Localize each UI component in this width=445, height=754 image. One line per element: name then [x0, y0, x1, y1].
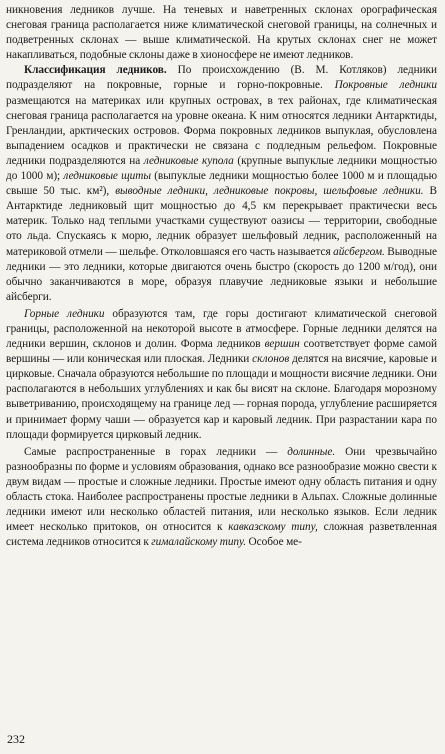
text-run: Они чрезвычайно разнообразны по форме и условиям образования, однако все разнообразие можно свести к двум видам — простые и сложные ледники. Простые имеют одну область питания и одну область стока. Наиболее распространены простые ледники в Альпах. Сложные долинные ледники имеют или несколько областей питания, или несколько языков. Если ледник имеет несколько притоков, он относится к [6, 445, 437, 534]
page-number: 232 [7, 732, 25, 746]
text-run: Выводные ледники — это ледники, которые двигаются очень быстро (скорость до 1200 м/год), они обычно заканчиваются в море, образуя плавучие ледниковые языки и небольшие айсберги. [6, 245, 437, 303]
text-run: сложная разветвленная система ледников относится к [6, 521, 437, 549]
paragraph-3 [6, 307, 437, 443]
paragraph-1 [6, 3, 437, 63]
text-run: (крупные выпуклые ледники мощностью до 1000 м); [6, 154, 437, 183]
italic-run: Горные ледники [24, 307, 105, 320]
italic-run: кавказскому типу, [228, 521, 318, 534]
text-run: образуются там, где горы достигают климатической снеговой границы, расположенной на некоторой высоте в атмосфере. Горные ледники делятся на ледники вершин, склонов и долин. Форма ледников [6, 307, 437, 351]
italic-run: айсбергом. [333, 245, 385, 258]
paragraph-2 [6, 63, 437, 305]
italic-run: Покровные ледники [334, 79, 437, 92]
text-run: Особое ме- [246, 536, 302, 549]
text-run: В Антарктиде ледниковый щит мощностью до 4,5 км перекрывает практически весь материк. Только над теплыми участками существуют оазисы — территории, свободные ото льда. Спускаясь к морю, ледник образует шельфовый ледник, расположенный на материковой отмели — шельфе. Отколовшаяся его часть называется [6, 185, 437, 258]
text-run: По происхождению (В. М. Котляков) ледники подразделяют на покровные, горные и горно-покровные. [6, 64, 437, 92]
text-run: размещаются на материках или крупных островах, в тех районах, где климатическая снеговая граница располагается на уровне океана. К ним относятся ледники Антарктиды, Гренландии, арктических островов. Форма покровных ледников выпуклая, обусловлена выпадением осадков и практически не связана с подледным рельефом. Покровные ледники подразделяются на [6, 94, 437, 167]
page-body [6, 3, 437, 550]
italic-run: склонов [252, 353, 290, 366]
italic-run: вершин [264, 338, 300, 351]
text-run: Самые распространенные в горах ледники — [24, 445, 288, 458]
bold-run: Классификация ледников. [24, 64, 167, 77]
paragraph-4 [6, 445, 437, 551]
italic-run: долинные. [287, 445, 336, 458]
italic-run: гималайскому типу. [151, 536, 247, 549]
text-run: (выпуклые ледники мощностью более 1000 м и площадью свыше 50 тыс. км²), [6, 170, 437, 198]
italic-run: ледниковые купола [143, 154, 234, 167]
text-run: никновения ледников лучше. На теневых и наветренных склонах орографическая снеговая граница располагается ниже климатической снеговой границы, на солнечных и подветренных склонах — выше климатической. На крутых склонах снег не может накапливаться, подобные склоны даже в хионосфере не имеют ледников. [6, 4, 437, 62]
italic-run: ледниковые щиты [63, 170, 151, 183]
text-run: делятся на висячие, каровые и цирковые. Сначала образуются небольшие по площади и мощности висячие ледники. Они располагаются в небольших углублениях и как бы висят на склоне. Благодаря морозному выветриванию, происходящему на границе лед — горная порода, углубление расширяется и принимает форму чаши — образуется кар и каровый ледник. При разрастании кара по площади формируется цирковый ледник. [6, 353, 437, 441]
italic-run: выводные ледники, ледниковые покровы, шельфовые ледники. [115, 185, 424, 198]
text-run: соответствует форме самой вершины — или коническая или плоская. Ледники [6, 338, 437, 366]
